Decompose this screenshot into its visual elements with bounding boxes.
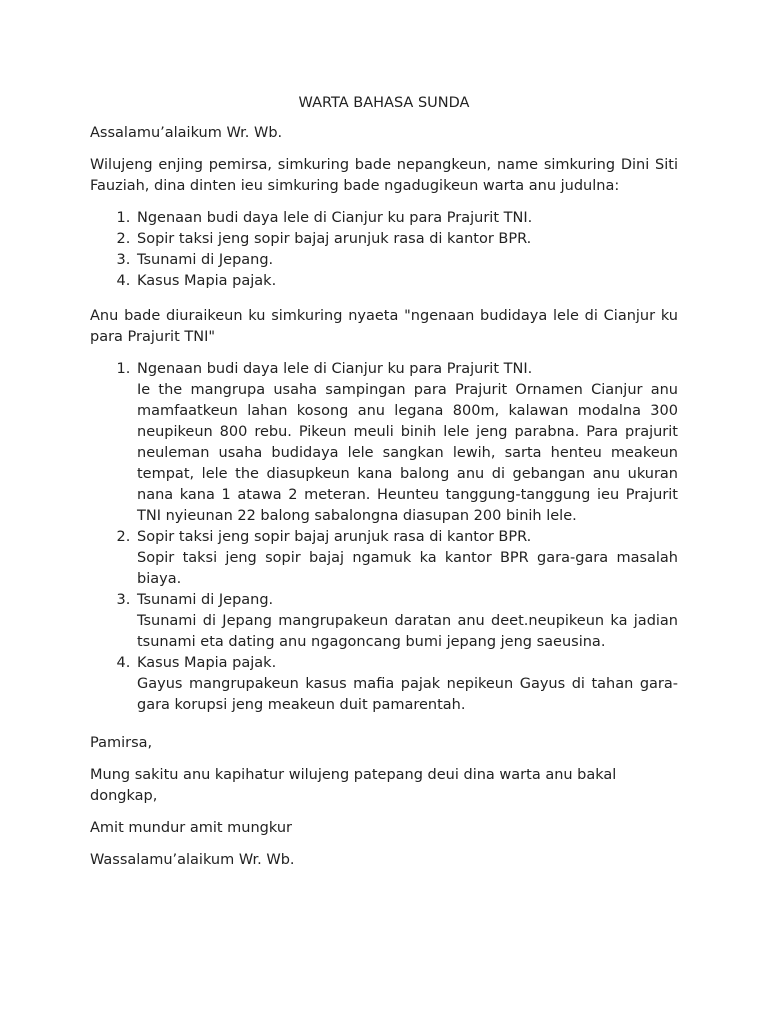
detail-text: Sopir taksi jeng sopir bajaj ngamuk ka kantor BPR gara-gara masalah biaya. xyxy=(137,550,678,587)
topic-item: 4. Kasus Mapia pajak. xyxy=(135,271,678,292)
transition-paragraph: Anu bade diuraikeun ku simkuring nyaeta "ngenaan budidaya lele di Cianjur ku para Prajurit TNI" xyxy=(90,308,678,345)
topic-item: 2. Sopir taksi jeng sopir bajaj arunjuk rasa di kantor BPR. xyxy=(135,229,678,250)
detail-heading: Sopir taksi jeng sopir bajaj arunjuk rasa di kantor BPR. xyxy=(137,529,532,545)
detail-text: Tsunami di Jepang mangrupakeun daratan anu deet.neupikeun ka jadian tsunami eta dating anu ngagoncang bumi jepang jeng saeusina. xyxy=(137,613,678,650)
intro-paragraph: Wilujeng enjing pemirsa, simkuring bade nepangkeun, name simkuring Dini Siti Fauziah, dina dinten ieu simkuring bade ngadugikeun warta anu judulna: xyxy=(90,157,678,194)
detail-item xyxy=(135,590,678,653)
greeting: Assalamu’alaikum Wr. Wb. xyxy=(90,125,283,141)
detail-item xyxy=(135,653,678,716)
detail-list xyxy=(90,359,678,716)
topic-item: 3. Tsunami di Jepang. xyxy=(135,250,678,271)
detail-heading: Ngenaan budi daya lele di Cianjur ku para Prajurit TNI. xyxy=(137,361,533,377)
audience-line: Pamirsa, xyxy=(90,735,153,751)
document-page xyxy=(90,93,678,882)
closing-paragraph: Mung sakitu anu kapihatur wilujeng patepang deui dina warta anu bakal dongkap, xyxy=(90,767,617,804)
farewell-line: Amit mundur amit mungkur xyxy=(90,820,292,836)
detail-heading: Kasus Mapia pajak. xyxy=(137,655,277,671)
detail-item xyxy=(135,527,678,590)
topic-item: 1. Ngenaan budi daya lele di Cianjur ku para Prajurit TNI. xyxy=(135,208,678,229)
topic-list xyxy=(90,208,678,292)
signoff-line: Wassalamu’alaikum Wr. Wb. xyxy=(90,852,295,868)
detail-text: Ie the mangrupa usaha sampingan para Prajurit Ornamen Cianjur anu mamfaatkeun lahan kosong anu legana 800m, kalawan modalna 300 neupikeun 800 rebu. Pikeun meuli binih lele jeng parabna. Para prajurit neuleman usaha budidaya lele sangkan lewih, sarta henteu meakeun tempat, lele the diasupkeun kana balong anu di gebangan anu ukuran nana kana 1 atawa 2 meteran. Heunteu tanggung-tanggung ieu Prajurit TNI nyieunan 22 balong sabalongna diasupan 200 binih lele. xyxy=(137,382,678,524)
document-title: WARTA BAHASA SUNDA xyxy=(298,95,470,111)
detail-item xyxy=(135,359,678,527)
detail-heading: Tsunami di Jepang. xyxy=(137,592,274,608)
detail-text: Gayus mangrupakeun kasus mafia pajak nepikeun Gayus di tahan gara-gara korupsi jeng meakeun duit pamarentah. xyxy=(137,676,678,713)
